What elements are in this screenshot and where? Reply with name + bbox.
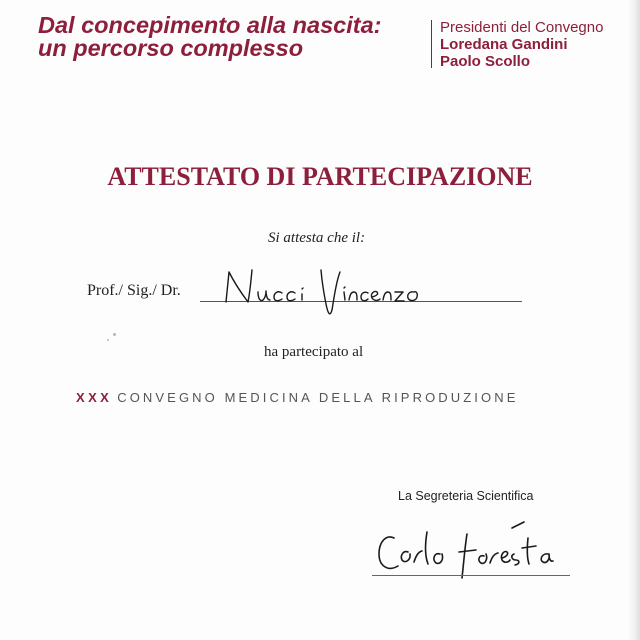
participation-text: ha partecipato al <box>264 344 364 360</box>
event-name <box>76 390 518 405</box>
presidents-block <box>440 19 603 70</box>
certificate-title: ATTESTATO DI PARTECIPAZIONE <box>107 162 533 191</box>
paper-speck <box>107 339 109 341</box>
president-name: Loredana Gandini <box>440 36 568 53</box>
event-title: CONVEGNO MEDICINA DELLA RIPRODUZIONE <box>117 390 519 405</box>
signature-line <box>372 575 570 576</box>
handwritten-participant-name <box>218 262 448 318</box>
handwritten-name-drawing <box>218 262 448 318</box>
header-divider <box>431 20 432 68</box>
secretary-label: La Segreteria Scientifica <box>398 489 534 503</box>
event-edition: XXX <box>76 390 113 405</box>
paper-speck <box>113 333 116 336</box>
president-name: Paolo Scollo <box>440 53 531 70</box>
handwritten-signature <box>372 516 572 584</box>
page-edge-shadow <box>628 0 640 640</box>
signature-drawing <box>372 516 572 584</box>
attestation-text: Si attesta che il: <box>268 230 366 246</box>
name-prefix: Prof./ Sig./ Dr. <box>87 282 181 299</box>
conference-title-line-2: un percorso complesso <box>38 35 304 61</box>
conference-title-line-1: Dal concepimento alla nascita: <box>38 12 382 38</box>
presidents-heading: Presidenti del Convegno <box>440 19 604 36</box>
conference-title <box>38 14 381 60</box>
